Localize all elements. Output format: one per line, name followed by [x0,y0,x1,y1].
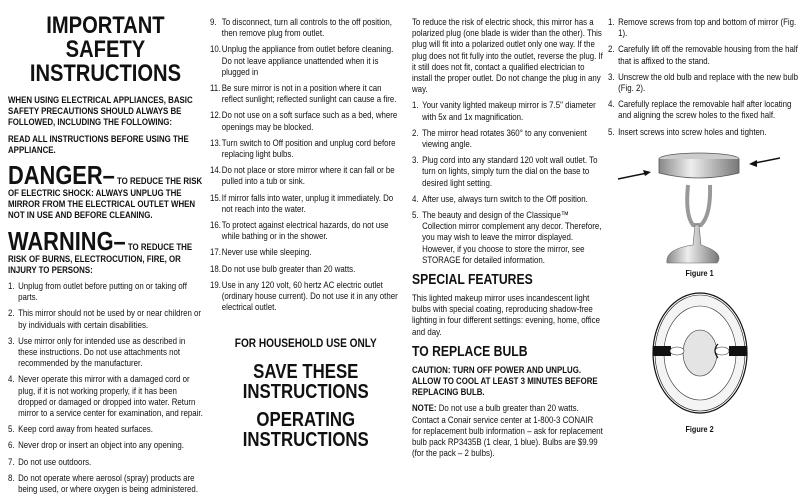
list-item: 12.Do not use on a soft surface such as a bed, where openings may be blocked. [210,109,398,132]
safety-list-1 [8,280,203,494]
list-item: 5. Keep cord away from heated surfaces. [8,423,153,435]
mirror-bulb-figure [650,290,750,420]
page-title: IMPORTANT SAFETY INSTRUCTIONS [29,12,182,87]
list-item: 10.Unplug the appliance from outlet before cleaning. Do not leave appliance unattended when it is plugged in [210,43,394,77]
list-item: 5. Insert screws into screw holes and tighten. [608,125,767,137]
danger-word: DANGER– [8,160,115,191]
danger-block [8,160,203,221]
danger-text: TO REDUCE THE RISK OF ELECTRIC SHOCK: ALWAYS UNPLUG THE MIRROR FROM THE ELECTRICAL OUTLET WHEN NOT IN USE AND BEFORE CLEANING. [8,175,203,221]
list-item: 16.To protect against electrical hazards, do not use while bathing or in the shower. [210,219,389,242]
save-instructions-heading: SAVE THESE INSTRUCTIONS [242,360,369,403]
warning-text: TO REDUCE THE RISK OF BURNS, ELECTROCUTION, FIRE, OR INJURY TO PERSONS: [8,240,193,275]
list-item: 4. Never operate this mirror with a damaged cord or plug, if it is not working properly, if it has been dropped or damaged or dropped into water. Return mirror to a service center for examination, and repair. [8,373,203,419]
intro-text: WHEN USING ELECTRICAL APPLIANCES, BASIC SAFETY PRECAUTIONS SHOULD ALWAYS BE FOLLOWED, INCLUDING THE FOLLOWING: [8,94,193,128]
list-item: 9. To disconnect, turn all controls to the off position, then remove plug from outlet. [210,16,392,39]
replace-steps-list [608,16,801,137]
note-text: NOTE: Do not use a bulb greater than 20 watts. Contact a Conair service center at 1-800-3 CONAIR for replacement bulb information – ask for replacement bulb pack RP3435B (1 clear, 1 blue). Bulbs are $9.99 (for the pack – 2 bulbs). [412,402,603,459]
list-item: 8. Do not operate where aerosol (spray) products are being used, or where oxygen is being administered. [8,471,199,495]
polarized-plug-text: To reduce the risk of electric shock, this mirror has a polarized plug (one blade is wider than the other). This plug will fit into a polarized outlet only one way. If the plug does not fit fully into the outlet, reverse the plug. If it still does not fit, contact a qualified electrician to install the proper outlet. Do not change the plug in any way. [412,16,603,95]
warning-word: WARNING– [8,225,126,256]
figure-2-caption: Figure 2 [685,424,714,434]
list-item: 17.Never use while sleeping. [210,246,312,258]
list-item: 2. Carefully lift off the removable housing from the half that is affixed to the stand. [608,43,798,66]
figure-1-caption: Figure 1 [685,268,714,278]
list-item: 2. The mirror head rotates 360° to any convenient viewing angle. [412,126,587,150]
list-item: 7. Do not use outdoors. [8,455,92,467]
list-item: 14.Do not place or store mirror where it can fall or be pulled into a tub or sink. [210,164,395,187]
list-item: 6. Never drop or insert an object into any opening. [8,439,185,451]
replace-bulb-heading: TO REPLACE BULB [412,343,528,360]
list-item: 3. Use mirror only for intended use as described in these instructions. Do not use attachments not recommended by the manufacturer. [8,334,186,369]
special-features-heading: SPECIAL FEATURES [412,272,533,289]
safety-list-2 [210,16,402,312]
list-item: 19.Use in any 120 volt, 60 hertz AC electric outlet (ordinary house current). Do not use it in any other electrical outlet. [210,278,398,313]
list-item: 13.Turn switch to Off position and unplug cord before replacing light bulbs. [210,136,396,160]
household-use-heading: FOR HOUSEHOLD USE ONLY [234,336,377,351]
list-item: 11.Be sure mirror is not in a position where it can reflect sunlight; reflected sunlight can cause a fire. [210,82,397,105]
caution-text: CAUTION: TURN OFF POWER AND UNPLUG. ALLOW TO COOL AT LEAST 3 MINUTES BEFORE REPLACING BULB. [412,363,598,398]
list-item: 3. Plug cord into any standard 120 volt wall outlet. To turn on lights, simply turn the dial on the base to desired light setting. [412,154,598,188]
special-features-text: This lighted makeup mirror uses incandescent light bulbs with special coating, reproducing shadow-free lighting in four different settings: evening, home, office and day. [412,292,600,337]
arrow-icon [618,173,647,179]
list-item: 1. Remove screws from top and bottom of mirror (Fig. 1). [608,16,797,39]
safety-column-2 [210,16,402,450]
operating-column [412,16,604,464]
list-item: 5. The beauty and design of the Classique™ Collection mirror complement any decor. Therefore, you may wish to leave the mirror displayed. However, if you choose to store the mirror, see STORAGE for detailed information. [412,209,602,265]
list-item: 1. Unplug from outlet before putting on or taking off parts. [8,280,187,303]
safety-column [8,14,203,499]
replace-steps-column [608,16,801,142]
list-item: 3. Unscrew the old bulb and replace with the new bulb (Fig. 2). [608,70,799,94]
list-item: 15.If mirror falls into water, unplug it immediately. Do not reach into the water. [210,191,394,214]
list-item: 18.Do not use bulb greater than 20 watts. [210,262,356,274]
list-item: 4. After use, always turn switch to the Off position. [412,192,588,204]
operating-instructions-heading: OPERATING INSTRUCTIONS [242,408,369,451]
read-all-text: READ ALL INSTRUCTIONS BEFORE USING THE APPLIANCE. [8,132,189,155]
mirror-stand-figure [615,145,785,265]
list-item: 4. Carefully replace the removable half after locating and aligning the screw holes to the fixed half. [608,98,792,121]
list-item: 2. This mirror should not be used by or near children or by individuals with certain disabilities. [8,307,202,330]
arrow-icon [755,158,780,163]
list-item: 1. Your vanity lighted makeup mirror is 7.5" diameter with 5x and 1x magnification. [412,99,596,122]
warning-block [8,225,203,275]
operating-list [412,99,604,265]
